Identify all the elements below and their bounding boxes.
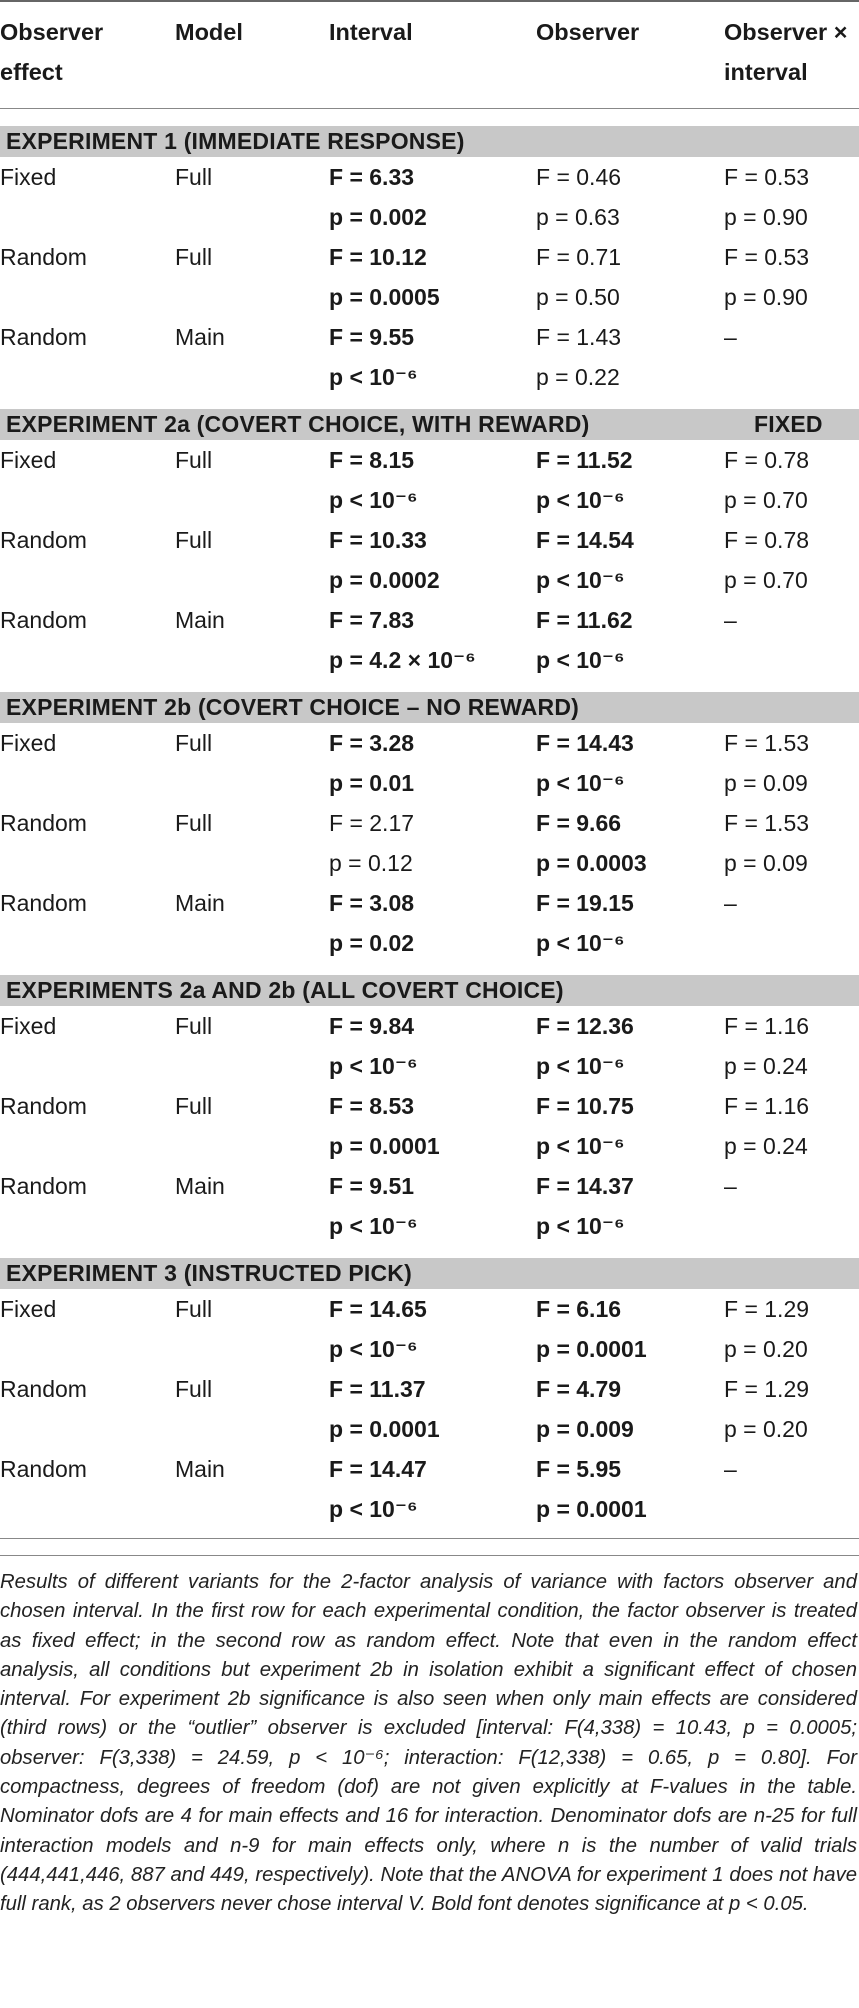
interaction-p-value: p = 0.70	[724, 487, 808, 513]
interval-p-value: p = 0.0005	[329, 284, 440, 310]
model-cell: Full	[175, 244, 213, 270]
observer-p-value: p < 10⁻⁶	[536, 1133, 625, 1159]
observer-p-value: p = 0.0001	[536, 1336, 647, 1362]
table-row	[0, 763, 859, 803]
interaction-f-value: F = 1.29	[724, 1376, 810, 1402]
table-row	[0, 1206, 859, 1246]
interval-f-value: F = 6.33	[329, 164, 415, 190]
interval-p-value: p = 0.0001	[329, 1133, 440, 1159]
observer-effect-cell: Random	[0, 1173, 87, 1199]
table-row	[0, 883, 859, 923]
observer-f-value: F = 10.75	[536, 1093, 634, 1119]
interval-f-value: F = 9.84	[329, 1013, 415, 1039]
interaction-f-value: F = 0.53	[724, 164, 810, 190]
interval-p-value: p < 10⁻⁶	[329, 364, 418, 390]
observer-f-value: F = 11.62	[536, 607, 633, 633]
interval-p-value: p < 10⁻⁶	[329, 1336, 418, 1362]
observer-effect-cell: Fixed	[0, 1013, 57, 1039]
observer-effect-cell: Random	[0, 810, 87, 836]
interaction-f-value: F = 1.29	[724, 1296, 810, 1322]
observer-f-value: F = 4.79	[536, 1376, 622, 1402]
interval-f-value: F = 8.15	[329, 447, 415, 473]
observer-p-value: p < 10⁻⁶	[536, 770, 625, 796]
interval-f-value: F = 7.83	[329, 607, 415, 633]
interaction-p-value: p = 0.90	[724, 284, 808, 310]
table-row	[0, 1329, 859, 1369]
interval-p-value: p = 0.0002	[329, 567, 440, 593]
observer-f-value: F = 9.66	[536, 810, 622, 836]
interval-p-value: p < 10⁻⁶	[329, 1053, 418, 1079]
observer-effect-cell: Fixed	[0, 730, 57, 756]
observer-effect-cell: Random	[0, 1456, 87, 1482]
table-row	[0, 237, 859, 277]
section-title: EXPERIMENT 2b (COVERT CHOICE – NO REWARD)	[6, 694, 580, 720]
table-row	[0, 1489, 859, 1529]
interval-f-value: F = 8.53	[329, 1093, 415, 1119]
table-row	[0, 1369, 859, 1409]
table-header	[0, 0, 859, 108]
observer-f-value: F = 11.52	[536, 447, 633, 473]
observer-effect-cell: Random	[0, 607, 87, 633]
table-row	[0, 560, 859, 600]
observer-p-value: p = 0.0001	[536, 1496, 647, 1522]
interval-p-value: p = 0.12	[329, 850, 413, 876]
interval-f-value: F = 14.47	[329, 1456, 427, 1482]
observer-p-value: p = 0.50	[536, 284, 620, 310]
model-cell: Full	[175, 1376, 213, 1402]
table-row	[0, 520, 859, 560]
observer-f-value: F = 14.43	[536, 730, 634, 756]
interval-f-value: F = 3.08	[329, 890, 415, 916]
section-header	[0, 692, 859, 723]
section-title: EXPERIMENT 3 (INSTRUCTED PICK)	[6, 1260, 412, 1286]
header-observer: Observer	[536, 19, 640, 45]
table-row	[0, 843, 859, 883]
interval-p-value: p < 10⁻⁶	[329, 487, 418, 513]
table-row	[0, 480, 859, 520]
table-row	[0, 157, 859, 197]
interaction-f-value: –	[724, 1173, 737, 1199]
observer-effect-cell: Random	[0, 244, 87, 270]
table-row	[0, 1449, 859, 1489]
observer-p-value: p < 10⁻⁶	[536, 930, 625, 956]
interval-f-value: F = 3.28	[329, 730, 415, 756]
interval-f-value: F = 10.33	[329, 527, 427, 553]
model-cell: Full	[175, 1013, 213, 1039]
table-row	[0, 803, 859, 843]
interaction-p-value: p = 0.24	[724, 1133, 808, 1159]
table-row	[0, 357, 859, 397]
model-cell: Full	[175, 1296, 213, 1322]
interval-f-value: F = 11.37	[329, 1376, 426, 1402]
interval-p-value: p = 4.2 × 10⁻⁶	[329, 647, 476, 673]
observer-f-value: F = 0.71	[536, 244, 622, 270]
interval-f-value: F = 10.12	[329, 244, 427, 270]
model-cell: Main	[175, 1173, 225, 1199]
table-row	[0, 1166, 859, 1206]
model-cell: Full	[175, 164, 213, 190]
section-tag: FIXED	[754, 411, 823, 437]
observer-p-value: p = 0.63	[536, 204, 620, 230]
interaction-p-value: p = 0.90	[724, 204, 808, 230]
table-row	[0, 723, 859, 763]
section-header	[0, 1258, 859, 1289]
model-cell: Main	[175, 324, 225, 350]
table-row	[0, 1046, 859, 1086]
observer-effect-cell: Random	[0, 1093, 87, 1119]
model-cell: Main	[175, 890, 225, 916]
interval-p-value: p < 10⁻⁶	[329, 1213, 418, 1239]
model-cell: Full	[175, 1093, 213, 1119]
observer-effect-cell: Random	[0, 527, 87, 553]
observer-p-value: p = 0.22	[536, 364, 620, 390]
observer-f-value: F = 1.43	[536, 324, 622, 350]
caption-rule	[0, 1555, 859, 1556]
interaction-f-value: F = 0.78	[724, 527, 810, 553]
table-row	[0, 1086, 859, 1126]
header-rule	[0, 108, 859, 109]
table-row	[0, 1409, 859, 1449]
header-observer-effect: Observer effect	[0, 19, 104, 85]
observer-effect-cell: Fixed	[0, 164, 57, 190]
interval-f-value: F = 9.51	[329, 1173, 415, 1199]
interval-p-value: p = 0.0001	[329, 1416, 440, 1442]
table-row	[0, 640, 859, 680]
interaction-p-value: p = 0.70	[724, 567, 808, 593]
interaction-f-value: –	[724, 890, 737, 916]
table-row	[0, 1289, 859, 1329]
section-title: EXPERIMENTS 2a AND 2b (ALL COVERT CHOICE)	[6, 977, 564, 1003]
observer-p-value: p < 10⁻⁶	[536, 647, 625, 673]
section-header	[0, 126, 859, 157]
observer-p-value: p = 0.009	[536, 1416, 634, 1442]
interaction-f-value: –	[724, 607, 737, 633]
interval-f-value: F = 9.55	[329, 324, 415, 350]
section-title: EXPERIMENT 2a (COVERT CHOICE, WITH REWARD)	[6, 411, 590, 437]
model-cell: Main	[175, 1456, 225, 1482]
observer-effect-cell: Random	[0, 890, 87, 916]
header-model: Model	[175, 19, 243, 45]
interval-p-value: p = 0.01	[329, 770, 415, 796]
interaction-p-value: p = 0.09	[724, 770, 808, 796]
table-row	[0, 923, 859, 963]
interaction-f-value: F = 1.53	[724, 810, 810, 836]
table-row	[0, 1006, 859, 1046]
interaction-p-value: p = 0.24	[724, 1053, 808, 1079]
model-cell: Full	[175, 730, 213, 756]
observer-f-value: F = 0.46	[536, 164, 622, 190]
table-row	[0, 1126, 859, 1166]
observer-p-value: p < 10⁻⁶	[536, 567, 625, 593]
observer-effect-cell: Random	[0, 324, 87, 350]
observer-p-value: p < 10⁻⁶	[536, 1053, 625, 1079]
interval-p-value: p = 0.002	[329, 204, 427, 230]
model-cell: Main	[175, 607, 225, 633]
section-title: EXPERIMENT 1 (IMMEDIATE RESPONSE)	[6, 128, 465, 154]
model-cell: Full	[175, 447, 213, 473]
table-row	[0, 277, 859, 317]
observer-f-value: F = 6.16	[536, 1296, 622, 1322]
observer-p-value: p < 10⁻⁶	[536, 487, 625, 513]
interaction-f-value: –	[724, 324, 737, 350]
interaction-f-value: F = 1.16	[724, 1013, 810, 1039]
table-caption: Results of different variants for the 2-factor analysis of variance with factors observer and chosen interval. In the first row for each experimental condition, the factor observer is treated as fixed effect; in the second row as random effect. Note that even in the random effect analysis, all conditions but experiment 2b in isolation exhibit a significant effect of chosen interval. For experiment 2b significance is also seen when only main effects are considered (third rows) or the “outlier” observer is excluded [interval: F(4,338) = 10.43, p = 0.0005; observer: F(3,338) = 24.59, p < 10⁻⁶; interaction: F(12,338) = 0.65, p = 0.80]. For compactness, degrees of freedom (dof) are not given explicitly at F-values in the table. Nominator dofs are 4 for main effects and 16 for interaction. Denominator dofs are n-25 for full interaction models and n-9 for main effects only, where n is the number of valid trials (444,441,446, 887 and 449, respectively). Note that the ANOVA for experiment 1 does not have full rank, as 2 observers never chose interval V. Bold font denotes significance at p < 0.05.	[0, 1571, 857, 1916]
section-header	[0, 409, 859, 440]
interval-f-value: F = 14.65	[329, 1296, 427, 1322]
section-header	[0, 975, 859, 1006]
interaction-p-value: p = 0.20	[724, 1416, 808, 1442]
observer-effect-cell: Random	[0, 1376, 87, 1402]
interaction-f-value: F = 1.53	[724, 730, 810, 756]
observer-p-value: p = 0.0003	[536, 850, 647, 876]
table-row	[0, 317, 859, 357]
interval-p-value: p < 10⁻⁶	[329, 1496, 418, 1522]
table-bottom-rule	[0, 1538, 859, 1539]
model-cell: Full	[175, 527, 213, 553]
interaction-p-value: p = 0.09	[724, 850, 808, 876]
observer-effect-cell: Fixed	[0, 447, 57, 473]
observer-f-value: F = 14.37	[536, 1173, 634, 1199]
interval-p-value: p = 0.02	[329, 930, 415, 956]
header-observer-interval: Observer × interval	[724, 19, 848, 85]
observer-f-value: F = 19.15	[536, 890, 634, 916]
observer-f-value: F = 12.36	[536, 1013, 634, 1039]
table-row	[0, 440, 859, 480]
interval-f-value: F = 2.17	[329, 810, 415, 836]
observer-p-value: p < 10⁻⁶	[536, 1213, 625, 1239]
observer-f-value: F = 14.54	[536, 527, 634, 553]
interaction-p-value: p = 0.20	[724, 1336, 808, 1362]
model-cell: Full	[175, 810, 213, 836]
interaction-f-value: F = 1.16	[724, 1093, 810, 1119]
header-interval: Interval	[329, 19, 413, 45]
observer-f-value: F = 5.95	[536, 1456, 622, 1482]
observer-effect-cell: Fixed	[0, 1296, 57, 1322]
interaction-f-value: F = 0.78	[724, 447, 810, 473]
table-row	[0, 197, 859, 237]
interaction-f-value: F = 0.53	[724, 244, 810, 270]
interaction-f-value: –	[724, 1456, 737, 1482]
table-row	[0, 600, 859, 640]
